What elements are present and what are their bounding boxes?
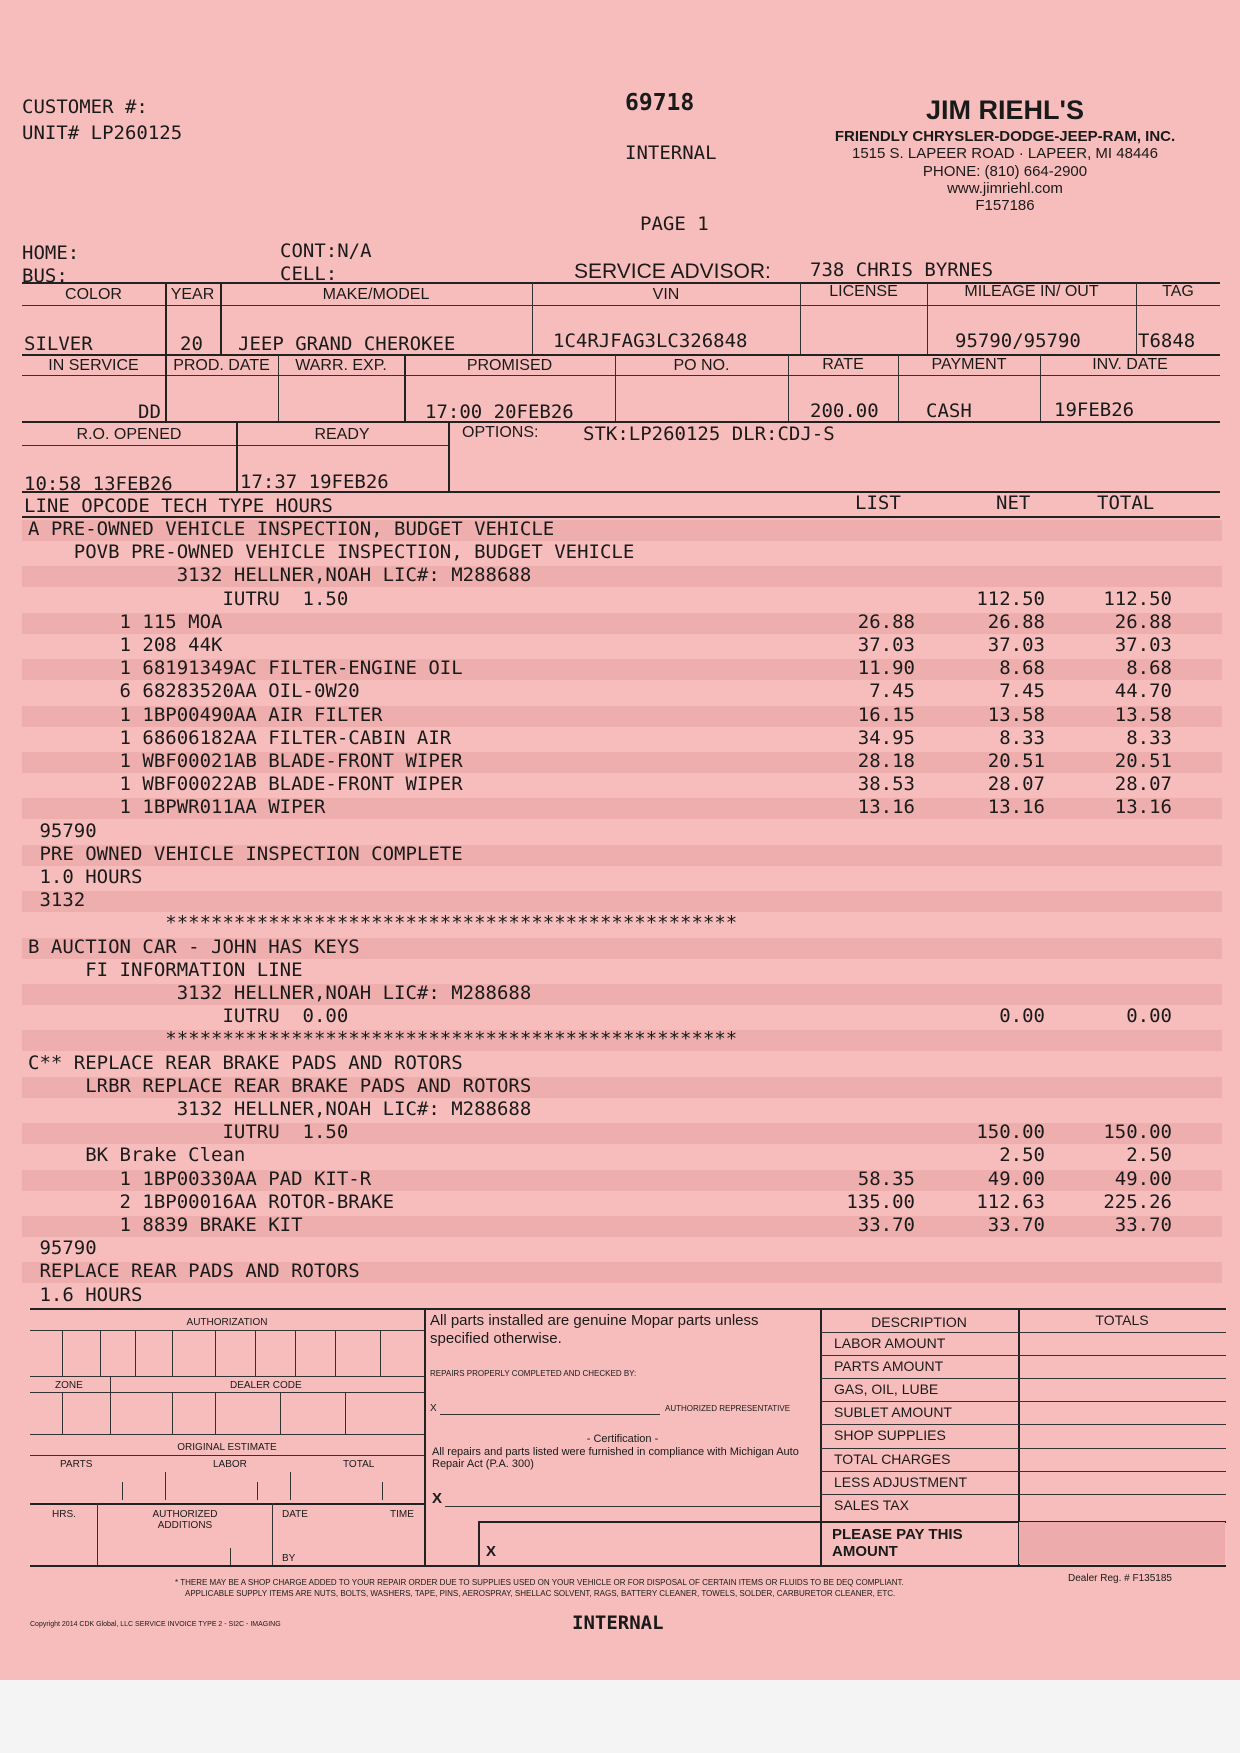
options-value: STK:LP260125 DLR:CDJ-S [583,423,835,445]
line-item-text: 1 115 MOA [28,610,223,633]
line-item-total: 112.50 [1103,587,1172,610]
line-item-total: 8.68 [1126,657,1172,680]
ro-opened-value: 10:58 13FEB26 [24,473,173,495]
home-label: HOME: [22,242,80,264]
line-item-text: 3132 HELLNER,NOAH LIC#: M288688 [28,1098,532,1120]
line-item-text: IUTRU 1.50 [28,1121,349,1144]
line-item-text: 1 208 44K [28,634,223,656]
line-item-text: B AUCTION CAR - JOHN HAS KEYS [28,935,360,958]
description-divider [820,1378,1226,1379]
description-item: SALES TAX [834,1496,909,1513]
promised-label: PROMISED [466,357,553,374]
signature-x: X [430,1403,437,1414]
vehicle-mileage: 95790/95790 [955,330,1081,352]
line-item-net: 150.00 [976,1121,1045,1144]
options-label: OPTIONS: [462,424,539,441]
dealer-subtitle: FRIENDLY CHRYSLER-DODGE-JEEP-RAM, INC. [834,128,1176,145]
line-item-text: BK Brake Clean [28,1144,246,1167]
service-advisor-label: SERVICE ADVISOR: [574,260,771,283]
prod-date-label: PROD. DATE [173,357,270,374]
tag-label: TAG [1162,283,1194,300]
description-item: SHOP SUPPLIES [834,1427,946,1444]
by-label: BY [282,1553,296,1564]
line-item-list: 11.90 [857,657,915,680]
line-item-text: 1 WBF00022AB BLADE-FRONT WIPER [28,773,463,796]
line-item-list: 28.18 [857,750,915,772]
line-item-net: 8.68 [999,657,1045,680]
line-item-text: 1 8839 BRAKE KIT [28,1214,303,1236]
unit-number: UNIT# LP260125 [22,122,183,144]
estimate-labor-label: LABOR [213,1459,247,1470]
color-label: COLOR [65,286,122,303]
line-item-total: 13.58 [1114,703,1172,726]
original-estimate-label: ORIGINAL ESTIMATE [177,1442,277,1453]
description-divider [820,1448,1226,1449]
page-number: PAGE 1 [640,213,709,235]
line-item-text: IUTRU 1.50 [28,587,349,610]
bus-label: BUS: [22,265,68,287]
line-item-list: 58.35 [857,1167,915,1190]
disclaimer-line-2: APPLICABLE SUPPLY ITEMS ARE NUTS, BOLTS, WASHERS, TAPE, PINS, AEROSPRAY, SHELLAC SOLVENT, RAGS, BATTERY CLEANER, TOWELS, SOLDER, CARBURETOR CLEANER, ETC. [185,1589,896,1598]
totals-header: TOTALS [1095,1312,1149,1328]
line-item-text: 1.0 HOURS [28,866,143,888]
line-item-text: ************************************************** [28,912,738,935]
line-item-list: 33.70 [857,1214,915,1236]
line-item-total: 150.00 [1103,1121,1172,1144]
payment-signature-x: X [486,1543,497,1560]
time-label: TIME [390,1509,414,1520]
vehicle-make-model: JEEP GRAND CHEROKEE [238,333,456,355]
mileage-label: MILEAGE IN/ OUT [964,283,1099,300]
line-item-text: 1.6 HOURS [28,1283,143,1306]
description-item: SUBLET AMOUNT [834,1404,952,1421]
line-item-list: 16.15 [857,703,915,726]
line-item-text: 1 1BPWR011AA WIPER [28,796,326,819]
dealer-name: JIM RIEHL'S [926,95,1084,125]
line-item-net: 26.88 [987,610,1045,633]
dealer-address: 1515 S. LAPEER ROAD · LAPEER, MI 48446 [852,145,1158,162]
line-item-text: ************************************************** [28,1028,738,1051]
line-item-text: PRE OWNED VEHICLE INSPECTION COMPLETE [28,842,463,865]
column-net-header: NET [996,492,1031,514]
line-item-total: 2.50 [1126,1144,1172,1167]
line-item-net: 33.70 [987,1214,1045,1236]
description-divider [820,1355,1226,1356]
vehicle-year: 20 [180,333,203,355]
line-item-list: 38.53 [857,773,915,796]
ro-number: 69718 [625,90,695,116]
promised-value: 17:00 20FEB26 [425,401,574,423]
license-label: LICENSE [829,283,898,300]
line-item-net: 112.50 [976,587,1045,610]
column-line-header: LINE OPCODE TECH TYPE HOURS [24,495,333,517]
line-item-total: 20.51 [1114,750,1172,772]
line-item-text: 3132 [28,889,86,912]
line-item-total: 44.70 [1114,680,1172,703]
dealer-phone: PHONE: (810) 664-2900 [922,163,1088,180]
inv-date-value: 19FEB26 [1054,399,1135,421]
line-item-list: 135.00 [846,1190,915,1213]
line-item-net: 112.63 [976,1190,1045,1213]
authorization-label: AUTHORIZATION [186,1317,268,1328]
dealer-code: F157186 [975,197,1035,214]
in-service-label: IN SERVICE [48,357,139,374]
line-item-text: 95790 [28,1237,97,1260]
mopar-notice: All parts installed are genuine Mopar parts unless specified otherwise. [430,1312,759,1347]
dealer-website: www.jimriehl.com [947,180,1063,197]
line-item-text: REPLACE REAR PADS AND ROTORS [28,1260,360,1283]
line-item-list: 34.95 [857,726,915,749]
description-item: LABOR AMOUNT [834,1335,946,1351]
dealer-code-label: DEALER CODE [230,1380,302,1391]
hrs-label: HRS. [52,1509,76,1520]
line-item-total: 0.00 [1126,1005,1172,1028]
column-total-header: TOTAL [1097,492,1155,514]
row-stripe [22,891,1222,912]
line-item-text: LRBR REPLACE REAR BRAKE PADS AND ROTORS [28,1074,532,1097]
description-item: LESS ADJUSTMENT [834,1473,968,1490]
line-item-list: 7.45 [869,680,915,703]
line-item-list: 13.16 [857,796,915,819]
footer-internal-label: INTERNAL [572,1612,664,1634]
line-item-list: 37.03 [857,634,915,656]
inv-date-label: INV. DATE [1092,356,1168,373]
authorized-rep-label: AUTHORIZED REPRESENTATIVE [665,1404,791,1413]
copyright: Copyright 2014 CDK Global, LLC SERVICE INVOICE TYPE 2 - SI2C - IMAGING [30,1621,281,1628]
line-item-list: 26.88 [857,610,915,633]
line-item-net: 13.58 [987,703,1045,726]
date-label: DATE [282,1509,308,1520]
please-pay-label: PLEASE PAY THIS AMOUNT [832,1526,963,1560]
line-item-net: 37.03 [987,634,1045,656]
line-item-text: 2 1BP00016AA ROTOR-BRAKE [28,1190,395,1213]
certification-signature-x: X [432,1490,443,1507]
line-item-text: IUTRU 0.00 [28,1005,349,1028]
line-item-net: 13.16 [987,796,1045,819]
line-item-text: FI INFORMATION LINE [28,958,303,981]
description-item: TOTAL CHARGES [834,1450,951,1467]
payment-value: CASH [926,400,972,422]
description-item: GAS, OIL, LUBE [834,1381,939,1398]
line-item-total: 13.16 [1114,796,1172,819]
vehicle-tag: T6848 [1138,330,1196,352]
please-pay-amount-box [1019,1522,1225,1564]
line-item-text: POVB PRE-OWNED VEHICLE INSPECTION, BUDGET VEHICLE [28,541,635,564]
line-item-total: 49.00 [1114,1167,1172,1190]
line-item-text: 1 1BP00330AA PAD KIT-R [28,1167,372,1190]
contact-label: CONT:N/A [280,240,372,262]
vehicle-color: SILVER [24,333,93,355]
description-divider [820,1494,1226,1495]
certification-text: All repairs and parts listed were furnished in compliance with Michigan Auto Repair Act (P.A. 300) [432,1446,799,1470]
vehicle-vin: 1C4RJFAG3LC326848 [553,330,748,352]
line-item-net: 49.00 [987,1167,1045,1190]
rate-label: RATE [822,356,864,373]
line-item-text: 1 1BP00490AA AIR FILTER [28,703,383,726]
disclaimer-line-1: * THERE MAY BE A SHOP CHARGE ADDED TO YOUR REPAIR ORDER DUE TO SUPPLIES USED ON YOUR VEHICLE OR FOR DISPOSAL OF CERTAIN ITEMS OR FLUIDS TO BE DEQ COMPLIANT. [175,1578,904,1587]
line-item-net: 2.50 [999,1144,1045,1167]
in-service-value: DD [138,401,161,423]
line-item-text: 3132 HELLNER,NOAH LIC#: M288688 [28,564,532,587]
description-item: PARTS AMOUNT [834,1358,944,1375]
line-item-text: 1 68191349AC FILTER-ENGINE OIL [28,657,463,680]
ready-value: 17:37 19FEB26 [240,471,389,493]
internal-label: INTERNAL [625,142,717,164]
authorized-additions-label: AUTHORIZED ADDITIONS [152,1509,218,1531]
customer-label: CUSTOMER #: [22,96,148,118]
warranty-exp-label: WARR. EXP. [295,357,387,374]
line-item-total: 26.88 [1114,610,1172,633]
line-item-text: A PRE-OWNED VEHICLE INSPECTION, BUDGET VEHICLE [28,518,555,540]
certification-label: - Certification - [586,1433,659,1445]
po-number-label: PO NO. [673,357,730,374]
line-item-text: 1 WBF00021AB BLADE-FRONT WIPER [28,750,463,772]
rate-value: 200.00 [810,400,879,422]
line-item-net: 28.07 [987,773,1045,796]
cell-label: CELL: [280,263,338,285]
description-divider [820,1332,1226,1333]
line-item-total: 33.70 [1114,1214,1172,1236]
line-item-text: C** REPLACE REAR BRAKE PADS AND ROTORS [28,1051,463,1074]
ready-label: READY [314,426,370,443]
line-item-net: 20.51 [987,750,1045,772]
line-item-total: 37.03 [1114,634,1172,656]
line-item-net: 8.33 [999,726,1045,749]
estimate-total-label: TOTAL [343,1459,375,1470]
zone-label: ZONE [55,1380,83,1391]
service-advisor: 738 CHRIS BYRNES [810,259,994,281]
line-item-total: 8.33 [1126,726,1172,749]
ro-opened-label: R.O. OPENED [76,426,182,443]
description-header: DESCRIPTION [871,1314,967,1330]
description-divider [820,1424,1226,1425]
payment-label: PAYMENT [931,356,1007,373]
vin-label: VIN [652,286,680,303]
line-item-total: 28.07 [1114,773,1172,796]
repairs-checked-label: REPAIRS PROPERLY COMPLETED AND CHECKED BY: [430,1369,637,1378]
line-item-text: 95790 [28,819,97,842]
description-divider [820,1471,1226,1472]
line-item-net: 7.45 [999,680,1045,703]
dealer-reg: Dealer Reg. # F135185 [1068,1573,1172,1584]
estimate-parts-label: PARTS [60,1459,93,1470]
year-label: YEAR [170,286,215,303]
line-item-total: 225.26 [1103,1190,1172,1213]
line-item-text: 1 68606182AA FILTER-CABIN AIR [28,726,452,749]
line-item-text: 6 68283520AA OIL-0W20 [28,680,360,703]
make-model-label: MAKE/MODEL [322,286,430,303]
line-item-text: 3132 HELLNER,NOAH LIC#: M288688 [28,982,532,1004]
line-item-net: 0.00 [999,1005,1045,1028]
description-divider [820,1401,1226,1402]
column-list-header: LIST [855,492,901,514]
